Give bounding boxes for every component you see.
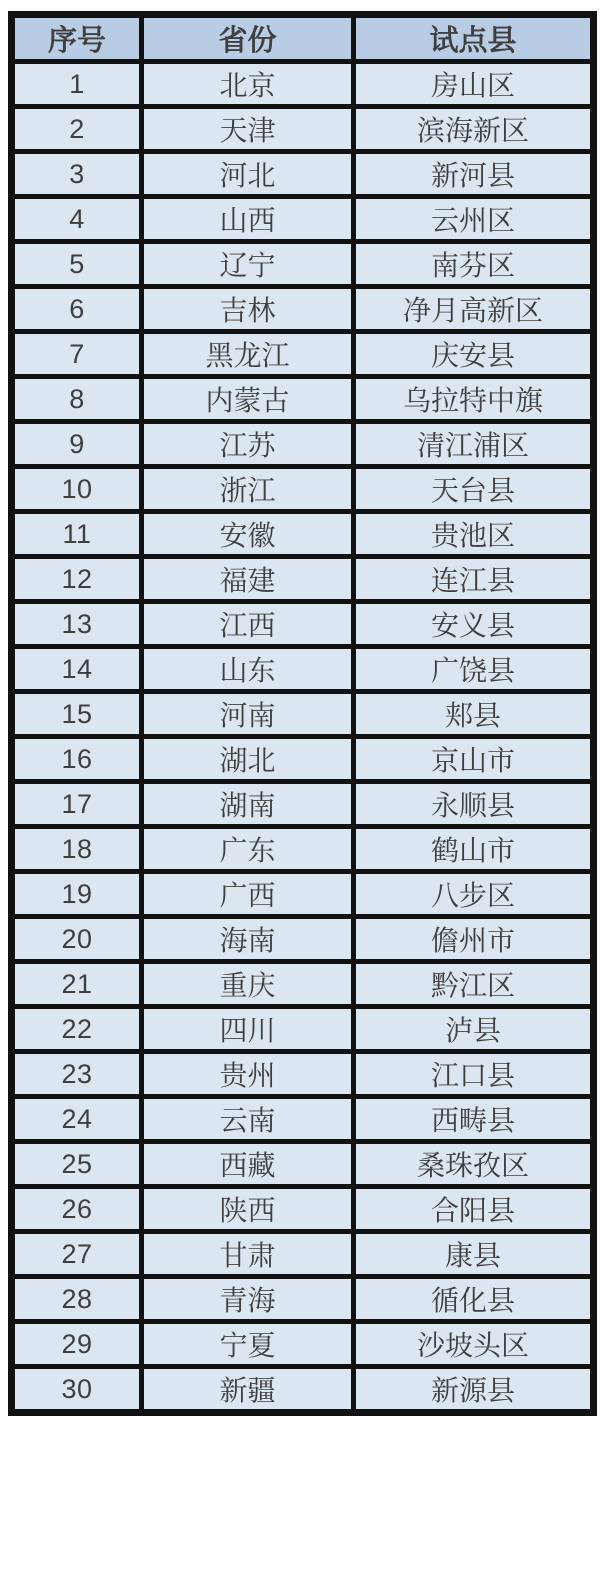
header-cell-index: 序号 bbox=[12, 15, 142, 62]
table-row bbox=[12, 62, 594, 107]
cell-county: 江口县 bbox=[354, 1052, 594, 1097]
cell-county: 连江县 bbox=[354, 557, 594, 602]
cell-index: 28 bbox=[12, 1277, 142, 1322]
cell-index: 8 bbox=[12, 377, 142, 422]
cell-province: 云南 bbox=[142, 1097, 354, 1142]
cell-county: 清江浦区 bbox=[354, 422, 594, 467]
cell-index: 18 bbox=[12, 827, 142, 872]
pilot-county-table-wrap bbox=[8, 11, 597, 1416]
cell-province: 西藏 bbox=[142, 1142, 354, 1187]
cell-province: 新疆 bbox=[142, 1367, 354, 1413]
table-row bbox=[12, 872, 594, 917]
cell-province: 海南 bbox=[142, 917, 354, 962]
table-row bbox=[12, 377, 594, 422]
header-row bbox=[12, 15, 594, 62]
cell-province: 河南 bbox=[142, 692, 354, 737]
cell-county: 京山市 bbox=[354, 737, 594, 782]
cell-county: 合阳县 bbox=[354, 1187, 594, 1232]
cell-county: 房山区 bbox=[354, 62, 594, 107]
cell-county: 康县 bbox=[354, 1232, 594, 1277]
table-row bbox=[12, 512, 594, 557]
cell-county: 八步区 bbox=[354, 872, 594, 917]
cell-index: 24 bbox=[12, 1097, 142, 1142]
cell-index: 2 bbox=[12, 107, 142, 152]
cell-province: 山东 bbox=[142, 647, 354, 692]
table-row bbox=[12, 152, 594, 197]
cell-index: 19 bbox=[12, 872, 142, 917]
pilot-county-table bbox=[8, 11, 597, 1416]
cell-province: 辽宁 bbox=[142, 242, 354, 287]
table-row bbox=[12, 1187, 594, 1232]
table-row bbox=[12, 647, 594, 692]
cell-province: 甘肃 bbox=[142, 1232, 354, 1277]
table-row bbox=[12, 467, 594, 512]
cell-index: 26 bbox=[12, 1187, 142, 1232]
cell-index: 11 bbox=[12, 512, 142, 557]
cell-index: 14 bbox=[12, 647, 142, 692]
cell-province: 江苏 bbox=[142, 422, 354, 467]
cell-county: 滨海新区 bbox=[354, 107, 594, 152]
cell-county: 乌拉特中旗 bbox=[354, 377, 594, 422]
cell-county: 广饶县 bbox=[354, 647, 594, 692]
table-row bbox=[12, 827, 594, 872]
table-row bbox=[12, 1232, 594, 1277]
table-row bbox=[12, 1277, 594, 1322]
table-row bbox=[12, 557, 594, 602]
table-row bbox=[12, 962, 594, 1007]
cell-province: 安徽 bbox=[142, 512, 354, 557]
table-row bbox=[12, 1052, 594, 1097]
table-row bbox=[12, 287, 594, 332]
cell-province: 吉林 bbox=[142, 287, 354, 332]
table-row bbox=[12, 782, 594, 827]
table-row bbox=[12, 332, 594, 377]
cell-province: 湖南 bbox=[142, 782, 354, 827]
cell-province: 青海 bbox=[142, 1277, 354, 1322]
table-row bbox=[12, 1367, 594, 1413]
cell-index: 22 bbox=[12, 1007, 142, 1052]
cell-index: 20 bbox=[12, 917, 142, 962]
cell-province: 内蒙古 bbox=[142, 377, 354, 422]
table-row bbox=[12, 1097, 594, 1142]
cell-county: 安义县 bbox=[354, 602, 594, 647]
cell-county: 云州区 bbox=[354, 197, 594, 242]
cell-index: 5 bbox=[12, 242, 142, 287]
header-cell-county: 试点县 bbox=[354, 15, 594, 62]
cell-province: 江西 bbox=[142, 602, 354, 647]
table-row bbox=[12, 197, 594, 242]
cell-index: 3 bbox=[12, 152, 142, 197]
cell-province: 重庆 bbox=[142, 962, 354, 1007]
table-row bbox=[12, 422, 594, 467]
cell-county: 西畴县 bbox=[354, 1097, 594, 1142]
cell-index: 13 bbox=[12, 602, 142, 647]
cell-index: 15 bbox=[12, 692, 142, 737]
cell-index: 7 bbox=[12, 332, 142, 377]
cell-county: 儋州市 bbox=[354, 917, 594, 962]
cell-province: 山西 bbox=[142, 197, 354, 242]
cell-province: 天津 bbox=[142, 107, 354, 152]
cell-index: 12 bbox=[12, 557, 142, 602]
cell-province: 广西 bbox=[142, 872, 354, 917]
table-row bbox=[12, 1142, 594, 1187]
header-cell-province: 省份 bbox=[142, 15, 354, 62]
cell-index: 10 bbox=[12, 467, 142, 512]
cell-county: 循化县 bbox=[354, 1277, 594, 1322]
cell-county: 黔江区 bbox=[354, 962, 594, 1007]
cell-province: 陕西 bbox=[142, 1187, 354, 1232]
cell-county: 郏县 bbox=[354, 692, 594, 737]
cell-index: 6 bbox=[12, 287, 142, 332]
cell-county: 新源县 bbox=[354, 1367, 594, 1413]
cell-index: 25 bbox=[12, 1142, 142, 1187]
cell-province: 湖北 bbox=[142, 737, 354, 782]
table-row bbox=[12, 242, 594, 287]
cell-county: 天台县 bbox=[354, 467, 594, 512]
cell-index: 16 bbox=[12, 737, 142, 782]
cell-province: 四川 bbox=[142, 1007, 354, 1052]
cell-county: 庆安县 bbox=[354, 332, 594, 377]
cell-province: 河北 bbox=[142, 152, 354, 197]
cell-index: 23 bbox=[12, 1052, 142, 1097]
cell-county: 桑珠孜区 bbox=[354, 1142, 594, 1187]
cell-province: 浙江 bbox=[142, 467, 354, 512]
cell-county: 贵池区 bbox=[354, 512, 594, 557]
table-row bbox=[12, 107, 594, 152]
cell-county: 鹤山市 bbox=[354, 827, 594, 872]
cell-index: 9 bbox=[12, 422, 142, 467]
table-row bbox=[12, 917, 594, 962]
cell-index: 17 bbox=[12, 782, 142, 827]
cell-county: 南芬区 bbox=[354, 242, 594, 287]
cell-index: 27 bbox=[12, 1232, 142, 1277]
cell-province: 广东 bbox=[142, 827, 354, 872]
cell-county: 泸县 bbox=[354, 1007, 594, 1052]
cell-index: 1 bbox=[12, 62, 142, 107]
cell-county: 新河县 bbox=[354, 152, 594, 197]
cell-index: 21 bbox=[12, 962, 142, 1007]
table-row bbox=[12, 602, 594, 647]
cell-province: 北京 bbox=[142, 62, 354, 107]
cell-county: 永顺县 bbox=[354, 782, 594, 827]
cell-province: 宁夏 bbox=[142, 1322, 354, 1367]
cell-county: 净月高新区 bbox=[354, 287, 594, 332]
table-row bbox=[12, 1322, 594, 1367]
cell-index: 4 bbox=[12, 197, 142, 242]
cell-index: 30 bbox=[12, 1367, 142, 1413]
table-row bbox=[12, 1007, 594, 1052]
table-row bbox=[12, 692, 594, 737]
cell-county: 沙坡头区 bbox=[354, 1322, 594, 1367]
table-row bbox=[12, 737, 594, 782]
cell-index: 29 bbox=[12, 1322, 142, 1367]
cell-province: 黑龙江 bbox=[142, 332, 354, 377]
cell-province: 福建 bbox=[142, 557, 354, 602]
table-body bbox=[12, 62, 594, 1413]
cell-province: 贵州 bbox=[142, 1052, 354, 1097]
